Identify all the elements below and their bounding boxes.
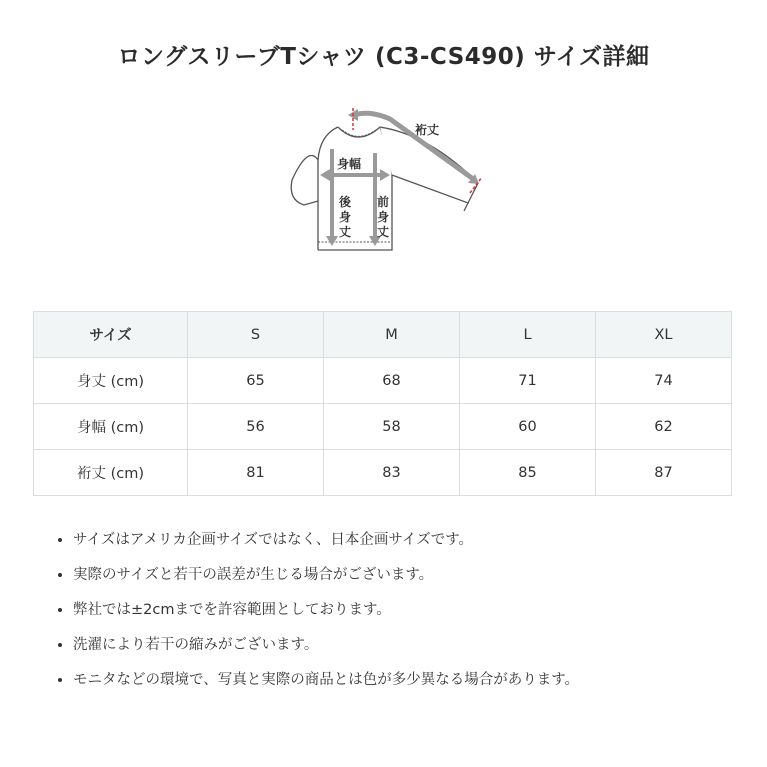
table-row xyxy=(34,404,732,450)
table-row xyxy=(34,450,732,496)
sleeve-length-label: 裄丈 xyxy=(415,123,440,137)
front-length-label: 前身丈 xyxy=(376,195,389,239)
table-cell: 65 xyxy=(188,358,324,404)
table-cell: 58 xyxy=(324,404,460,450)
table-cell: 83 xyxy=(324,450,460,496)
table-cell: 87 xyxy=(596,450,732,496)
list-item: • 弊社では±2cmまでを許容範囲としております。 xyxy=(73,598,763,633)
table-cell: 68 xyxy=(324,358,460,404)
table-cell: 71 xyxy=(460,358,596,404)
table-header-row xyxy=(34,312,732,358)
table-cell: 62 xyxy=(596,404,732,450)
row-label: 身丈 (cm) xyxy=(34,358,188,404)
size-header-m: M xyxy=(324,312,460,358)
size-diagram xyxy=(280,105,490,260)
table-cell: 81 xyxy=(188,450,324,496)
table-cell: 85 xyxy=(460,450,596,496)
row-label: 裄丈 (cm) xyxy=(34,450,188,496)
size-header-s: S xyxy=(188,312,324,358)
size-header-xl: XL xyxy=(596,312,732,358)
size-header-l: L xyxy=(460,312,596,358)
table-cell: 74 xyxy=(596,358,732,404)
size-corner-header: サイズ xyxy=(34,312,188,358)
list-item: • 洗濯により若干の縮みがございます。 xyxy=(73,633,763,668)
row-label: 身幅 (cm) xyxy=(34,404,188,450)
list-item: • モニタなどの環境で、写真と実際の商品とは色が多少異なる場合があります。 xyxy=(73,668,763,703)
list-item: • サイズはアメリカ企画サイズではなく、日本企画サイズです。 xyxy=(73,528,763,563)
page-title: ロングスリーブTシャツ (C3-CS490) サイズ詳細 xyxy=(117,44,650,70)
notes-list xyxy=(55,528,763,703)
back-length-label: 後身丈 xyxy=(338,195,351,239)
body-width-label: 身幅 xyxy=(337,157,362,171)
table-row xyxy=(34,358,732,404)
size-table xyxy=(33,311,732,496)
list-item: • 実際のサイズと若干の誤差が生じる場合がございます。 xyxy=(73,563,763,598)
table-cell: 60 xyxy=(460,404,596,450)
table-cell: 56 xyxy=(188,404,324,450)
